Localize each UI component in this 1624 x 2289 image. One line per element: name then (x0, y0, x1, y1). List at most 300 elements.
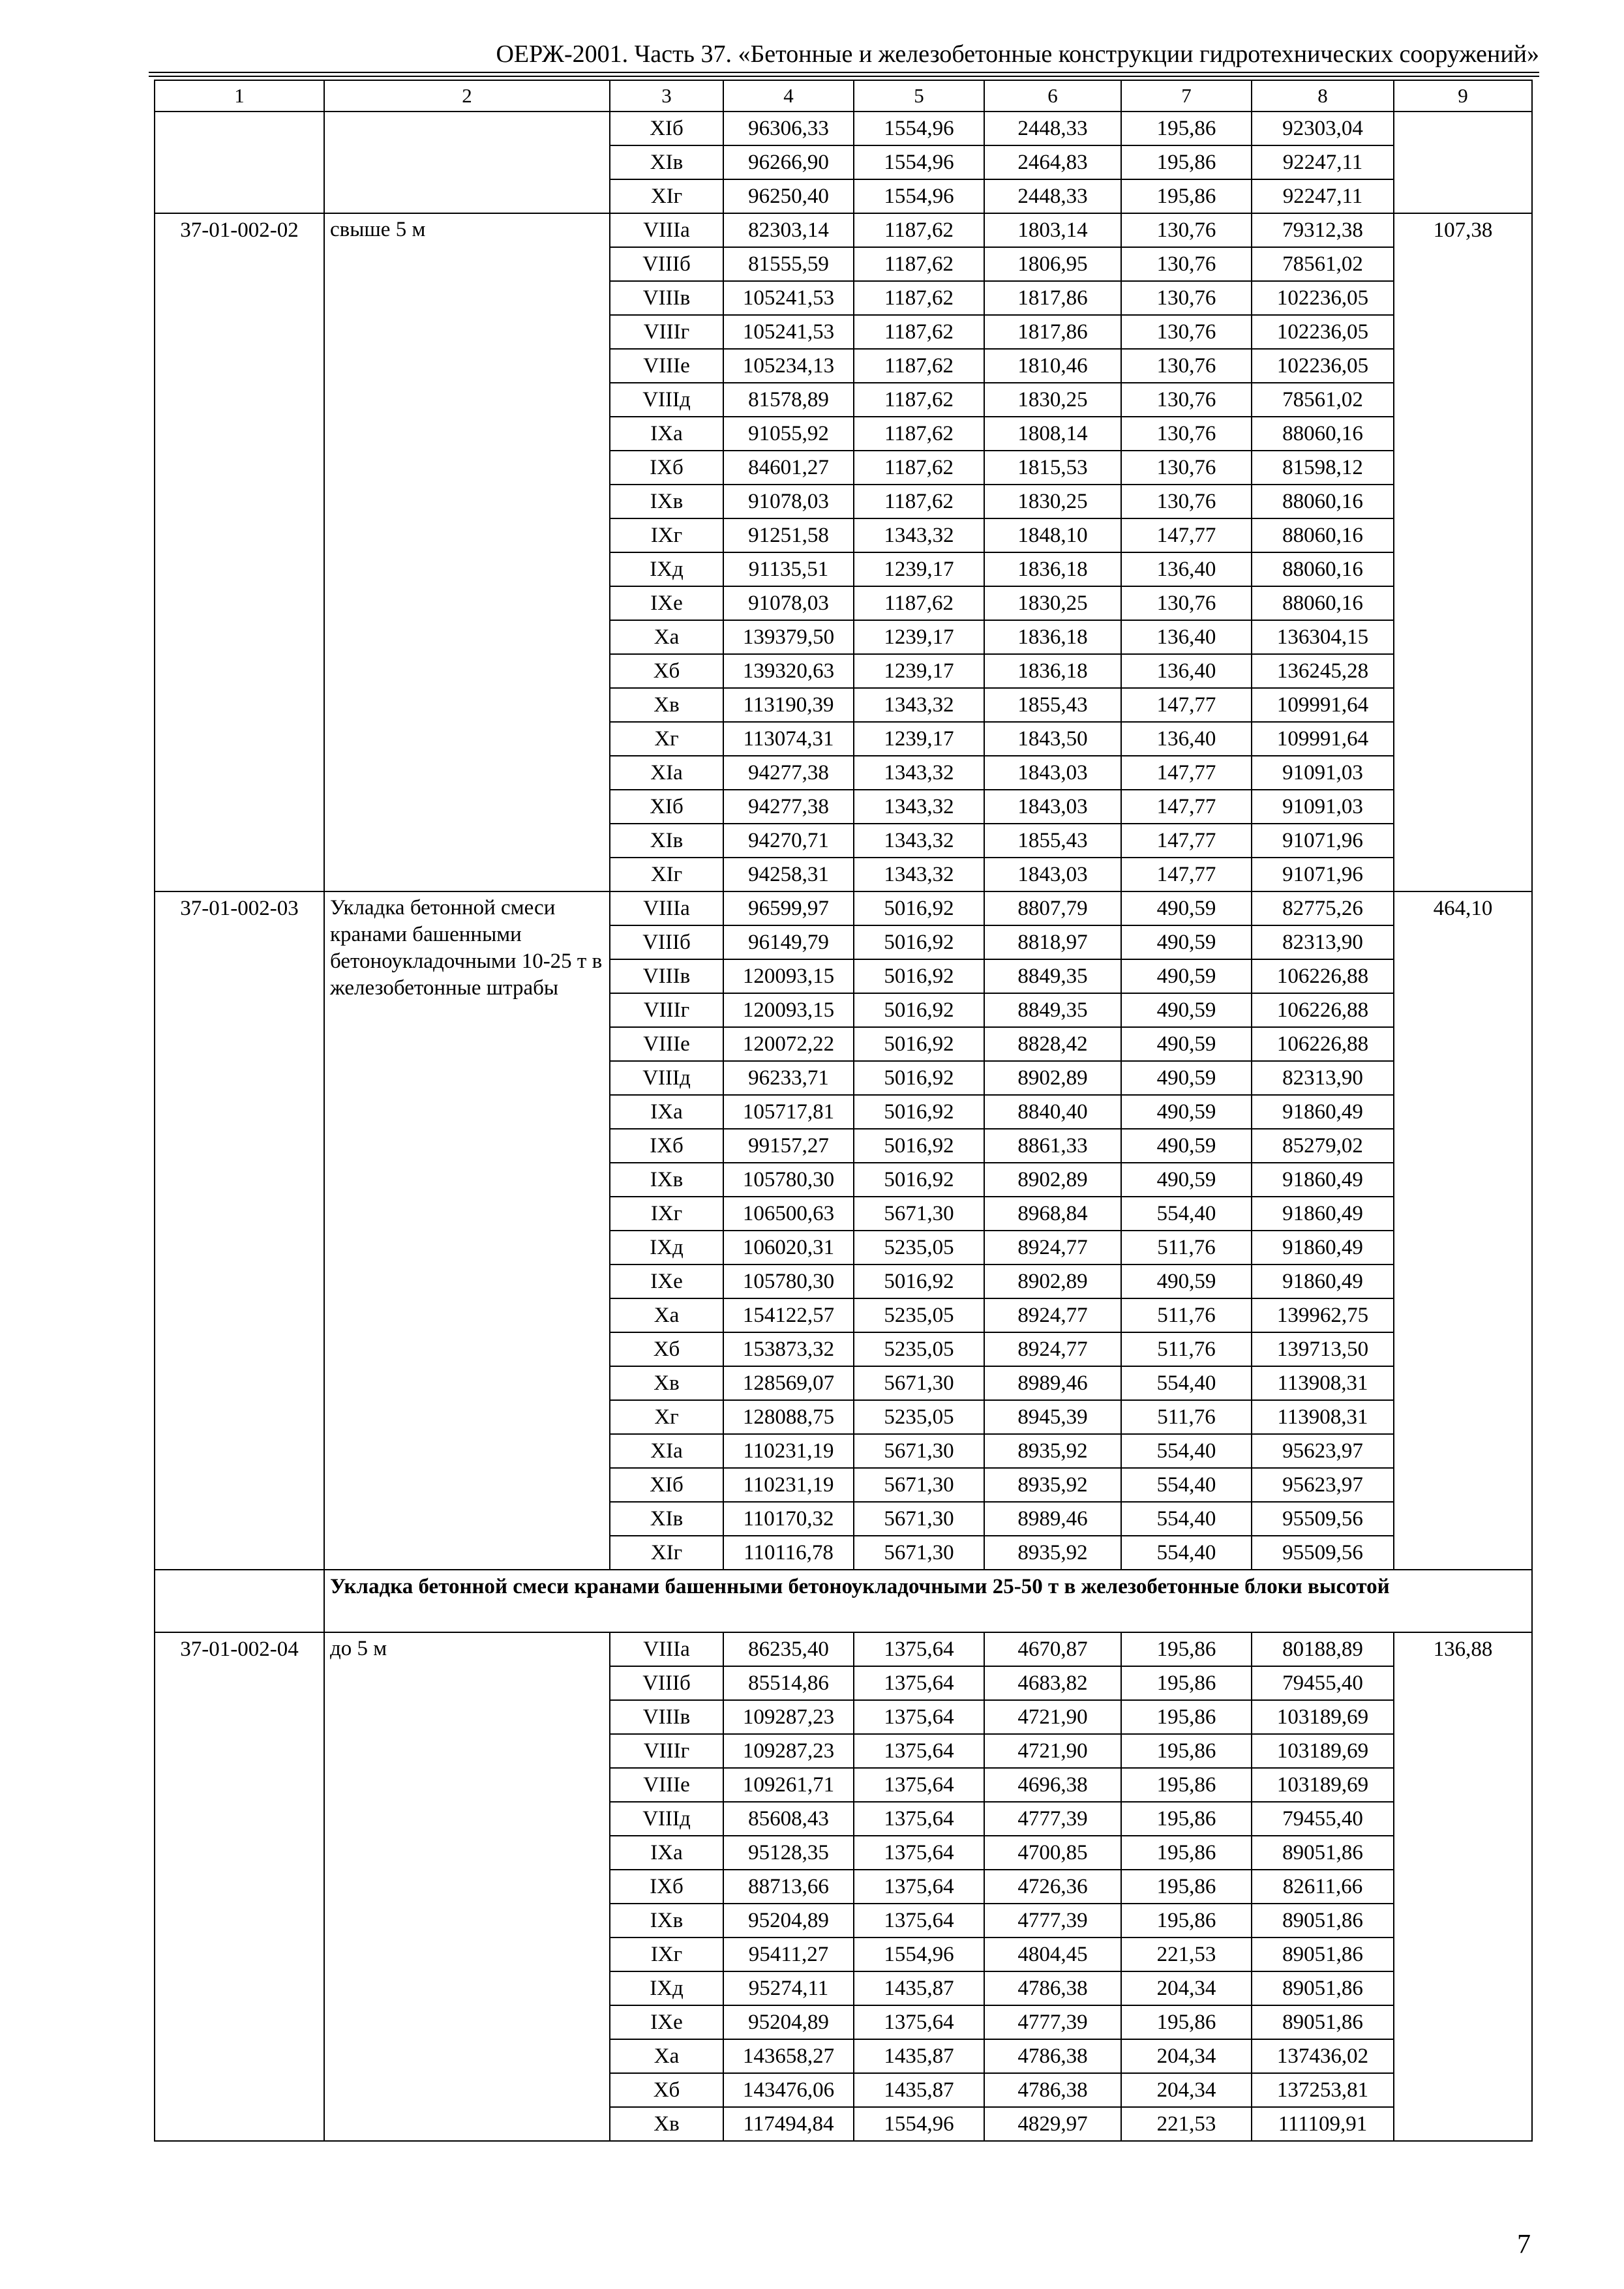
machinist-wages-cell: 490,59 (1121, 1163, 1252, 1197)
zone-cell: IXб (610, 1129, 723, 1163)
wages-cell: 1554,96 (854, 112, 984, 145)
wages-cell: 1375,64 (854, 1768, 984, 1802)
header-rule-top (149, 72, 1539, 73)
zone-cell: IXе (610, 586, 723, 620)
machine-cost-cell: 2448,33 (984, 179, 1121, 213)
materials-cell: 106226,88 (1252, 959, 1394, 993)
machine-cost-cell: 8935,92 (984, 1468, 1121, 1502)
machinist-wages-cell: 490,59 (1121, 1129, 1252, 1163)
wages-cell: 1343,32 (854, 824, 984, 858)
machine-cost-cell: 4721,90 (984, 1700, 1121, 1734)
table-row (155, 112, 1532, 145)
machine-cost-cell: 8924,77 (984, 1298, 1121, 1332)
direct-cost-cell: 95204,89 (723, 1904, 854, 1937)
zone-cell: Xв (610, 1366, 723, 1400)
materials-cell: 91091,03 (1252, 756, 1394, 790)
machine-cost-cell: 8902,89 (984, 1163, 1121, 1197)
wages-cell: 1187,62 (854, 485, 984, 518)
wages-cell: 5016,92 (854, 1264, 984, 1298)
section-heading: Укладка бетонной смеси кранами башенными бетоноукладочными 25-50 т в железобетонные блоки высотой (324, 1570, 1532, 1632)
materials-cell: 79312,38 (1252, 213, 1394, 247)
machine-cost-cell: 1843,03 (984, 790, 1121, 824)
materials-cell: 91071,96 (1252, 858, 1394, 891)
wages-cell: 1375,64 (854, 1802, 984, 1836)
materials-cell: 92303,04 (1252, 112, 1394, 145)
machinist-wages-cell: 130,76 (1121, 586, 1252, 620)
direct-cost-cell: 85608,43 (723, 1802, 854, 1836)
machine-cost-cell: 8828,42 (984, 1027, 1121, 1061)
direct-cost-cell: 105241,53 (723, 281, 854, 315)
direct-cost-cell: 96233,71 (723, 1061, 854, 1095)
machine-cost-cell: 8989,46 (984, 1502, 1121, 1536)
direct-cost-cell: 154122,57 (723, 1298, 854, 1332)
machinist-wages-cell: 136,40 (1121, 620, 1252, 654)
zone-cell: Xв (610, 688, 723, 722)
machine-cost-cell: 4829,97 (984, 2107, 1121, 2141)
machine-cost-cell: 1817,86 (984, 315, 1121, 349)
machinist-wages-cell: 195,86 (1121, 1870, 1252, 1904)
direct-cost-cell: 91135,51 (723, 552, 854, 586)
zone-cell: XIв (610, 145, 723, 179)
machine-cost-cell: 1843,03 (984, 858, 1121, 891)
materials-cell: 79455,40 (1252, 1802, 1394, 1836)
zone-cell: IXг (610, 1197, 723, 1231)
machine-cost-cell: 8840,40 (984, 1095, 1121, 1129)
zone-cell: VIIIа (610, 891, 723, 925)
column-number-cell: 7 (1121, 80, 1252, 112)
machine-cost-cell: 4777,39 (984, 1802, 1121, 1836)
wages-cell: 5016,92 (854, 925, 984, 959)
machinist-wages-cell: 147,77 (1121, 790, 1252, 824)
materials-cell: 106226,88 (1252, 993, 1394, 1027)
wages-cell: 1375,64 (854, 1632, 984, 1666)
machine-cost-cell: 4726,36 (984, 1870, 1121, 1904)
column-number-cell: 5 (854, 80, 984, 112)
wages-cell: 5235,05 (854, 1332, 984, 1366)
direct-cost-cell: 95274,11 (723, 1971, 854, 2005)
direct-cost-cell: 109261,71 (723, 1768, 854, 1802)
wages-cell: 5671,30 (854, 1502, 984, 1536)
direct-cost-cell: 105780,30 (723, 1264, 854, 1298)
machine-cost-cell: 1855,43 (984, 688, 1121, 722)
machine-cost-cell: 2448,33 (984, 112, 1121, 145)
direct-cost-cell: 91055,92 (723, 417, 854, 451)
wages-cell: 1187,62 (854, 247, 984, 281)
machinist-wages-cell: 130,76 (1121, 451, 1252, 485)
zone-cell: VIIIг (610, 993, 723, 1027)
materials-cell: 103189,69 (1252, 1734, 1394, 1768)
direct-cost-cell: 120072,22 (723, 1027, 854, 1061)
direct-cost-cell: 110231,19 (723, 1468, 854, 1502)
materials-cell: 91860,49 (1252, 1163, 1394, 1197)
machine-cost-cell: 4804,45 (984, 1937, 1121, 1971)
materials-cell: 95623,97 (1252, 1434, 1394, 1468)
machine-cost-cell: 8935,92 (984, 1536, 1121, 1570)
zone-cell: XIг (610, 1536, 723, 1570)
machine-cost-cell: 1803,14 (984, 213, 1121, 247)
direct-cost-cell: 95411,27 (723, 1937, 854, 1971)
materials-cell: 95509,56 (1252, 1502, 1394, 1536)
zone-cell: IXб (610, 451, 723, 485)
materials-cell: 89051,86 (1252, 1937, 1394, 1971)
materials-cell: 103189,69 (1252, 1768, 1394, 1802)
zone-cell: VIIIв (610, 1700, 723, 1734)
wages-cell: 1239,17 (854, 620, 984, 654)
wages-cell: 1239,17 (854, 722, 984, 756)
direct-cost-cell: 143476,06 (723, 2073, 854, 2107)
direct-cost-cell: 109287,23 (723, 1734, 854, 1768)
zone-cell: VIIIе (610, 1768, 723, 1802)
machine-cost-cell: 1843,03 (984, 756, 1121, 790)
materials-cell: 89051,86 (1252, 1836, 1394, 1870)
table-row (155, 213, 1532, 247)
machine-cost-cell: 8935,92 (984, 1434, 1121, 1468)
item-name-cell: до 5 м (324, 1632, 610, 2141)
wages-cell: 1375,64 (854, 1700, 984, 1734)
machinist-wages-cell: 195,86 (1121, 1802, 1252, 1836)
wages-cell: 1435,87 (854, 2073, 984, 2107)
machine-cost-cell: 8849,35 (984, 959, 1121, 993)
zone-cell: Xг (610, 1400, 723, 1434)
materials-cell: 91860,49 (1252, 1197, 1394, 1231)
machine-cost-cell: 4786,38 (984, 1971, 1121, 2005)
materials-cell: 88060,16 (1252, 417, 1394, 451)
materials-cell: 89051,86 (1252, 2005, 1394, 2039)
materials-cell: 88060,16 (1252, 485, 1394, 518)
direct-cost-cell: 85514,86 (723, 1666, 854, 1700)
zone-cell: XIв (610, 824, 723, 858)
wages-cell: 5671,30 (854, 1434, 984, 1468)
machine-cost-cell: 1830,25 (984, 586, 1121, 620)
item-code-cell: 37-01-002-03 (155, 891, 324, 1570)
machinist-wages-cell: 511,76 (1121, 1400, 1252, 1434)
direct-cost-cell: 91078,03 (723, 485, 854, 518)
section-heading-empty-cell (155, 1570, 324, 1632)
materials-cell: 103189,69 (1252, 1700, 1394, 1734)
wages-cell: 1343,32 (854, 518, 984, 552)
zone-cell: XIа (610, 1434, 723, 1468)
materials-cell: 136245,28 (1252, 654, 1394, 688)
wages-cell: 5016,92 (854, 1061, 984, 1095)
wages-cell: 5016,92 (854, 993, 984, 1027)
direct-cost-cell: 143658,27 (723, 2039, 854, 2073)
zone-cell: VIIIд (610, 383, 723, 417)
zone-cell: VIIIе (610, 1027, 723, 1061)
machinist-wages-cell: 490,59 (1121, 993, 1252, 1027)
zone-cell: IXв (610, 1163, 723, 1197)
zone-cell: XIг (610, 179, 723, 213)
column-number-cell: 4 (723, 80, 854, 112)
zone-cell: IXб (610, 1870, 723, 1904)
machine-cost-cell: 1817,86 (984, 281, 1121, 315)
direct-cost-cell: 105234,13 (723, 349, 854, 383)
machinist-wages-cell: 221,53 (1121, 1937, 1252, 1971)
column-number-row (155, 80, 1532, 112)
materials-cell: 81598,12 (1252, 451, 1394, 485)
machinist-wages-cell: 490,59 (1121, 1027, 1252, 1061)
materials-cell: 95623,97 (1252, 1468, 1394, 1502)
materials-cell: 78561,02 (1252, 383, 1394, 417)
machinist-wages-cell: 147,77 (1121, 858, 1252, 891)
price-table (154, 80, 1533, 2142)
zone-cell: VIIIб (610, 1666, 723, 1700)
direct-cost-cell: 128569,07 (723, 1366, 854, 1400)
labor-cost-cell: 464,10 (1394, 891, 1532, 1570)
zone-cell: Xб (610, 654, 723, 688)
machine-cost-cell: 8861,33 (984, 1129, 1121, 1163)
machinist-wages-cell: 511,76 (1121, 1332, 1252, 1366)
machinist-wages-cell: 136,40 (1121, 654, 1252, 688)
zone-cell: Xа (610, 1298, 723, 1332)
machine-cost-cell: 4721,90 (984, 1734, 1121, 1768)
wages-cell: 1375,64 (854, 1836, 984, 1870)
machinist-wages-cell: 130,76 (1121, 213, 1252, 247)
column-number-cell: 1 (155, 80, 324, 112)
zone-cell: IXд (610, 1971, 723, 2005)
zone-cell: IXг (610, 1937, 723, 1971)
wages-cell: 1187,62 (854, 586, 984, 620)
labor-cost-cell: 107,38 (1394, 213, 1532, 891)
wages-cell: 1554,96 (854, 1937, 984, 1971)
zone-cell: IXв (610, 485, 723, 518)
machinist-wages-cell: 221,53 (1121, 2107, 1252, 2141)
machinist-wages-cell: 490,59 (1121, 959, 1252, 993)
materials-cell: 139962,75 (1252, 1298, 1394, 1332)
wages-cell: 1375,64 (854, 1904, 984, 1937)
direct-cost-cell: 105241,53 (723, 315, 854, 349)
machine-cost-cell: 1843,50 (984, 722, 1121, 756)
machinist-wages-cell: 204,34 (1121, 2073, 1252, 2107)
machinist-wages-cell: 147,77 (1121, 688, 1252, 722)
wages-cell: 5671,30 (854, 1536, 984, 1570)
zone-cell: Xб (610, 1332, 723, 1366)
item-name-cell: Укладка бетонной смеси кранами башенными бетоноукладочными 10-25 т в железобетонные штрабы (324, 891, 610, 1570)
wages-cell: 1435,87 (854, 1971, 984, 2005)
materials-cell: 113908,31 (1252, 1400, 1394, 1434)
machinist-wages-cell: 490,59 (1121, 1061, 1252, 1095)
table-row (155, 891, 1532, 925)
direct-cost-cell: 139379,50 (723, 620, 854, 654)
machine-cost-cell: 4700,85 (984, 1836, 1121, 1870)
materials-cell: 91071,96 (1252, 824, 1394, 858)
zone-cell: Xг (610, 722, 723, 756)
wages-cell: 5016,92 (854, 1027, 984, 1061)
zone-cell: VIIIг (610, 315, 723, 349)
wages-cell: 1343,32 (854, 790, 984, 824)
machinist-wages-cell: 147,77 (1121, 756, 1252, 790)
wages-cell: 1375,64 (854, 1666, 984, 1700)
materials-cell: 91860,49 (1252, 1095, 1394, 1129)
machinist-wages-cell: 195,86 (1121, 1734, 1252, 1768)
direct-cost-cell: 105717,81 (723, 1095, 854, 1129)
machinist-wages-cell: 130,76 (1121, 247, 1252, 281)
direct-cost-cell: 81555,59 (723, 247, 854, 281)
zone-cell: XIб (610, 1468, 723, 1502)
zone-cell: VIIIб (610, 247, 723, 281)
zone-cell: VIIIа (610, 213, 723, 247)
wages-cell: 5671,30 (854, 1366, 984, 1400)
direct-cost-cell: 96250,40 (723, 179, 854, 213)
machine-cost-cell: 1836,18 (984, 552, 1121, 586)
machine-cost-cell: 1836,18 (984, 620, 1121, 654)
zone-cell: VIIIб (610, 925, 723, 959)
machinist-wages-cell: 130,76 (1121, 281, 1252, 315)
item-name-cell (324, 112, 610, 213)
machine-cost-cell: 4777,39 (984, 2005, 1121, 2039)
direct-cost-cell: 128088,75 (723, 1400, 854, 1434)
wages-cell: 1187,62 (854, 315, 984, 349)
machinist-wages-cell: 195,86 (1121, 1632, 1252, 1666)
direct-cost-cell: 110170,32 (723, 1502, 854, 1536)
zone-cell: Xа (610, 2039, 723, 2073)
machine-cost-cell: 4786,38 (984, 2073, 1121, 2107)
page-number: 7 (1517, 2230, 1531, 2260)
table-row (155, 1632, 1532, 1666)
zone-cell: Xб (610, 2073, 723, 2107)
machine-cost-cell: 2464,83 (984, 145, 1121, 179)
zone-cell: IXв (610, 1904, 723, 1937)
running-header: ОЕРЖ-2001. Часть 37. «Бетонные и железобетонные конструкции гидротехнических сооружений» (496, 40, 1539, 68)
materials-cell: 102236,05 (1252, 315, 1394, 349)
zone-cell: VIIIв (610, 281, 723, 315)
wages-cell: 1375,64 (854, 2005, 984, 2039)
zone-cell: IXд (610, 552, 723, 586)
machine-cost-cell: 4777,39 (984, 1904, 1121, 1937)
wages-cell: 5016,92 (854, 1163, 984, 1197)
wages-cell: 5016,92 (854, 1129, 984, 1163)
materials-cell: 102236,05 (1252, 281, 1394, 315)
wages-cell: 5235,05 (854, 1231, 984, 1264)
materials-cell: 91860,49 (1252, 1264, 1394, 1298)
machinist-wages-cell: 554,40 (1121, 1366, 1252, 1400)
machine-cost-cell: 1836,18 (984, 654, 1121, 688)
materials-cell: 95509,56 (1252, 1536, 1394, 1570)
wages-cell: 1435,87 (854, 2039, 984, 2073)
machinist-wages-cell: 130,76 (1121, 315, 1252, 349)
direct-cost-cell: 91251,58 (723, 518, 854, 552)
wages-cell: 1375,64 (854, 1734, 984, 1768)
direct-cost-cell: 86235,40 (723, 1632, 854, 1666)
materials-cell: 78561,02 (1252, 247, 1394, 281)
wages-cell: 1187,62 (854, 349, 984, 383)
item-code-cell (155, 112, 324, 213)
zone-cell: VIIIд (610, 1802, 723, 1836)
column-number-cell: 9 (1394, 80, 1532, 112)
zone-cell: IXе (610, 2005, 723, 2039)
machine-cost-cell: 1815,53 (984, 451, 1121, 485)
machinist-wages-cell: 195,86 (1121, 145, 1252, 179)
machinist-wages-cell: 195,86 (1121, 1768, 1252, 1802)
materials-cell: 89051,86 (1252, 1904, 1394, 1937)
machine-cost-cell: 8924,77 (984, 1231, 1121, 1264)
machinist-wages-cell: 130,76 (1121, 417, 1252, 451)
wages-cell: 1343,32 (854, 688, 984, 722)
materials-cell: 82775,26 (1252, 891, 1394, 925)
machinist-wages-cell: 195,86 (1121, 1700, 1252, 1734)
machine-cost-cell: 8902,89 (984, 1264, 1121, 1298)
wages-cell: 5016,92 (854, 1095, 984, 1129)
machinist-wages-cell: 195,86 (1121, 2005, 1252, 2039)
zone-cell: IXа (610, 1836, 723, 1870)
machine-cost-cell: 4696,38 (984, 1768, 1121, 1802)
wages-cell: 5671,30 (854, 1468, 984, 1502)
materials-cell: 139713,50 (1252, 1332, 1394, 1366)
materials-cell: 106226,88 (1252, 1027, 1394, 1061)
header-rule-bottom (149, 76, 1539, 77)
column-number-cell: 8 (1252, 80, 1394, 112)
direct-cost-cell: 99157,27 (723, 1129, 854, 1163)
direct-cost-cell: 82303,14 (723, 213, 854, 247)
wages-cell: 1239,17 (854, 654, 984, 688)
materials-cell: 82611,66 (1252, 1870, 1394, 1904)
machine-cost-cell: 1810,46 (984, 349, 1121, 383)
materials-cell: 109991,64 (1252, 722, 1394, 756)
materials-cell: 88060,16 (1252, 586, 1394, 620)
materials-cell: 92247,11 (1252, 145, 1394, 179)
zone-cell: IXа (610, 1095, 723, 1129)
machine-cost-cell: 8989,46 (984, 1366, 1121, 1400)
wages-cell: 1187,62 (854, 383, 984, 417)
zone-cell: VIIIа (610, 1632, 723, 1666)
direct-cost-cell: 120093,15 (723, 993, 854, 1027)
machine-cost-cell: 8924,77 (984, 1332, 1121, 1366)
machine-cost-cell: 8902,89 (984, 1061, 1121, 1095)
direct-cost-cell: 94258,31 (723, 858, 854, 891)
zone-cell: IXе (610, 1264, 723, 1298)
direct-cost-cell: 109287,23 (723, 1700, 854, 1734)
materials-cell: 137253,81 (1252, 2073, 1394, 2107)
column-number-cell: 6 (984, 80, 1121, 112)
machinist-wages-cell: 195,86 (1121, 112, 1252, 145)
zone-cell: VIIIд (610, 1061, 723, 1095)
wages-cell: 5235,05 (854, 1298, 984, 1332)
zone-cell: VIIIг (610, 1734, 723, 1768)
labor-cost-cell (1394, 112, 1532, 213)
wages-cell: 1343,32 (854, 756, 984, 790)
materials-cell: 82313,90 (1252, 925, 1394, 959)
zone-cell: VIIIе (610, 349, 723, 383)
direct-cost-cell: 95128,35 (723, 1836, 854, 1870)
direct-cost-cell: 120093,15 (723, 959, 854, 993)
machine-cost-cell: 4670,87 (984, 1632, 1121, 1666)
machinist-wages-cell: 195,86 (1121, 1836, 1252, 1870)
machinist-wages-cell: 490,59 (1121, 891, 1252, 925)
zone-cell: XIа (610, 756, 723, 790)
machinist-wages-cell: 490,59 (1121, 925, 1252, 959)
direct-cost-cell: 105780,30 (723, 1163, 854, 1197)
direct-cost-cell: 96306,33 (723, 112, 854, 145)
machinist-wages-cell: 554,40 (1121, 1434, 1252, 1468)
machinist-wages-cell: 554,40 (1121, 1502, 1252, 1536)
machinist-wages-cell: 147,77 (1121, 518, 1252, 552)
wages-cell: 1239,17 (854, 552, 984, 586)
materials-cell: 136304,15 (1252, 620, 1394, 654)
materials-cell: 113908,31 (1252, 1366, 1394, 1400)
direct-cost-cell: 96599,97 (723, 891, 854, 925)
zone-cell: IXг (610, 518, 723, 552)
materials-cell: 92247,11 (1252, 179, 1394, 213)
direct-cost-cell: 113074,31 (723, 722, 854, 756)
machinist-wages-cell: 490,59 (1121, 1095, 1252, 1129)
machinist-wages-cell: 195,86 (1121, 179, 1252, 213)
materials-cell: 91860,49 (1252, 1231, 1394, 1264)
machine-cost-cell: 1830,25 (984, 383, 1121, 417)
wages-cell: 1187,62 (854, 281, 984, 315)
machinist-wages-cell: 511,76 (1121, 1231, 1252, 1264)
wages-cell: 1187,62 (854, 451, 984, 485)
wages-cell: 5671,30 (854, 1197, 984, 1231)
wages-cell: 1187,62 (854, 213, 984, 247)
